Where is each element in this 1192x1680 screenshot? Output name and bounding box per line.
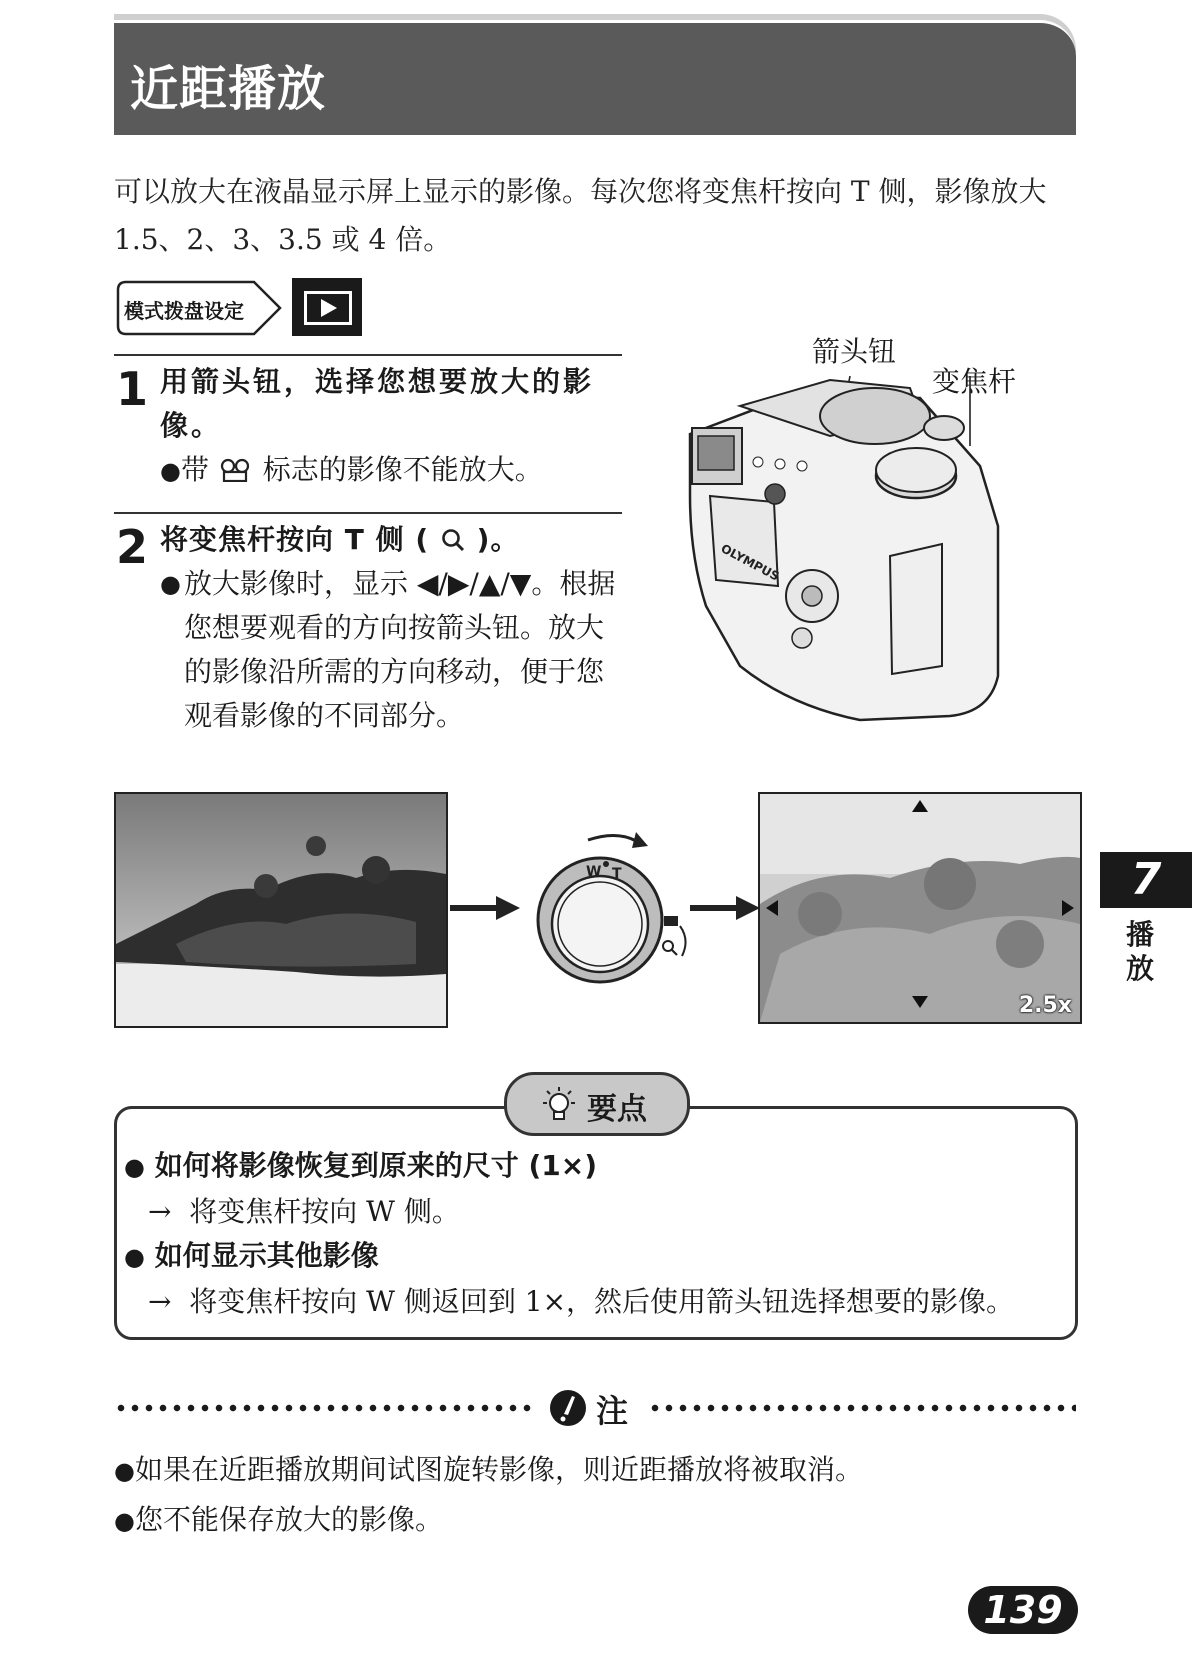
arrow-pad-label: 箭头钮 [812,335,897,368]
right-arrow-icon: → [148,1195,172,1228]
bullet-dot: ● [160,570,181,598]
right-arrow-icon: → [148,1285,172,1318]
playback-icon [304,291,352,325]
magnifier-icon [663,941,673,951]
step1-title: 用箭头钮，选择您想要放大的影像。 [160,365,595,442]
camera-illustration [680,376,1010,726]
zoom-lever-dial [528,820,688,990]
mode-dial-label: 模式拨盘设定 [124,299,244,323]
page-number: 139 [983,1588,1063,1632]
zoom-wide-label: W [586,864,602,880]
step2-bullet: ● 放大影像时，显示 ◀/▶/▲/▼。根据您想要观看的方向按箭头钮。放大的影像沿所需的方向移动，便于您观看影像的不同部分。 [160,562,622,738]
step1-number: 1 [116,362,149,416]
magnifier-icon [440,527,466,553]
lightbulb-icon [539,1085,579,1123]
step2-number: 2 [116,520,149,574]
movie-icon [218,458,254,482]
tip-answer-1: → 将变焦杆按向 W 侧。 [148,1195,460,1228]
intro-paragraph: 可以放大在液晶显示屏上显示的影像。每次您将变焦杆按向 T 侧，影像放大 1.5、2、3、3.5 或 4 倍。 [114,175,1047,256]
zoom-badge: 2.5x [1018,993,1072,1018]
notes-divider-right [648,1404,1076,1412]
step2-rule [114,512,622,514]
step1-bullet: ●带 标志的影像不能放大。 [160,453,543,486]
notes-divider-left [114,1404,534,1412]
note-item: ●如果在近距播放期间试图旋转影像，则近距播放将被取消。 [114,1453,863,1486]
original-photo [114,792,448,1028]
tips-tab [504,1072,690,1136]
chapter-number: 7 [1130,854,1162,905]
zoom-tele-label: T [612,866,622,882]
step2-title: 将变焦杆按向 T 侧 ( )。 [160,523,520,556]
caution-icon [548,1388,588,1428]
page-title: 近距播放 [130,61,327,117]
notes-title: 注 [596,1392,629,1430]
step1-rule [114,354,622,356]
tip-question-2: ● 如何显示其他影像 [124,1239,379,1272]
right-arrow-icon [450,894,522,922]
bullet-dot: ● [160,457,181,485]
zoom-lever-label: 变焦杆 [932,365,1017,398]
tip-answer-2: → 将变焦杆按向 W 侧返回到 1×，然后使用箭头钮选择想要的影像。 [148,1285,1015,1318]
note-item: ●您不能保存放大的影像。 [114,1503,443,1536]
right-arrow-icon [690,894,762,922]
playback-mode-box [292,278,362,336]
tips-title: 要点 [587,1092,647,1127]
index-icon [664,916,678,926]
tip-question-1: ● 如何将影像恢复到原来的尺寸 (1×) [124,1149,597,1182]
camera-brand: OLYMPUS [718,541,782,584]
chapter-label: 播放 [1125,918,1154,985]
zoomed-photo [758,792,1082,1024]
